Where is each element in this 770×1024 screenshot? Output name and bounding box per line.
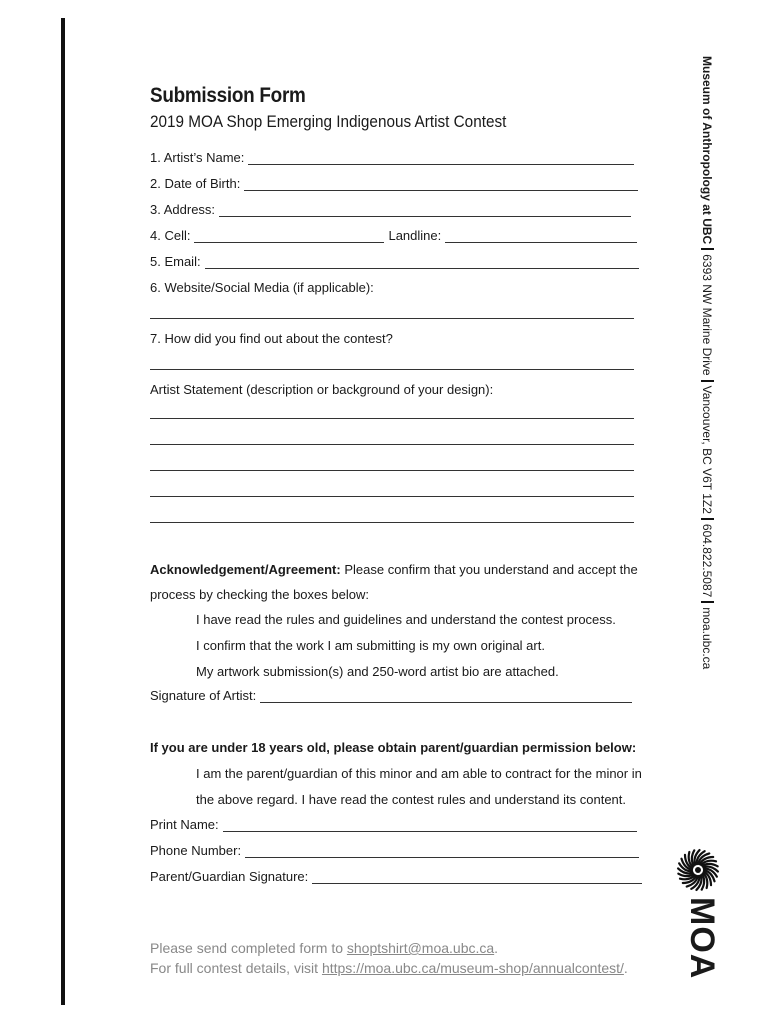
cell-field[interactable]: 4. Cell: Landline:	[150, 228, 637, 243]
agreement-text-2: process by checking the boxes below:	[150, 587, 369, 602]
find-contest-input-line[interactable]	[150, 369, 634, 370]
artist-name-field[interactable]: 1. Artist’s Name:	[150, 150, 634, 165]
date-of-birth-field[interactable]: 2. Date of Birth:	[150, 176, 638, 191]
website-input-line[interactable]	[150, 318, 634, 319]
statement-line[interactable]	[150, 496, 634, 497]
landline-label: Landline:	[388, 228, 442, 243]
print-name-field[interactable]: Print Name:	[150, 817, 637, 832]
find-contest-label: 7. How did you find out about the contest?	[150, 331, 393, 346]
footer-line-1: Please send completed form to shoptshirt@moa.ubc.ca.	[150, 940, 499, 956]
moa-logo-text: MOA	[683, 897, 721, 980]
minor-text: I am the parent/guardian of this minor and am able to contract for the minor in	[196, 766, 642, 781]
statement-line[interactable]	[150, 418, 634, 419]
guardian-signature-field[interactable]: Parent/Guardian Signature:	[150, 869, 642, 884]
sidebar-contact	[697, 56, 717, 670]
agreement-item[interactable]: I confirm that the work I am submitting is my own original art.	[196, 638, 545, 653]
email-field[interactable]: 5. Email:	[150, 254, 639, 269]
form-title: Submission Form	[150, 84, 306, 107]
form-subtitle: 2019 MOA Shop Emerging Indigenous Artist Contest	[150, 112, 507, 131]
website-label: 6. Website/Social Media (if applicable):	[150, 280, 374, 295]
website: moa.ubc.ca	[700, 607, 714, 670]
artist-statement-label: Artist Statement (description or background of your design):	[150, 382, 494, 397]
phone-number-field[interactable]: Phone Number:	[150, 843, 639, 858]
contest-details-link[interactable]: https://moa.ubc.ca/museum-shop/annualcontest/	[321, 960, 624, 976]
org-name: Museum of Anthropology at UBC	[700, 56, 714, 245]
left-margin-bar	[61, 18, 65, 1005]
agreement-text: Please confirm that you understand and accept the	[344, 562, 638, 577]
minor-text-2: the above regard. I have read the contest rules and understand its content.	[196, 792, 627, 807]
statement-line[interactable]	[150, 522, 634, 523]
agreement-item[interactable]: My artwork submission(s) and 250-word artist bio are attached.	[196, 664, 559, 679]
landline-field[interactable]	[445, 231, 637, 243]
address-field[interactable]: 3. Address:	[150, 202, 631, 217]
minor-heading: If you are under 18 years old, please obtain parent/guardian permission below:	[150, 740, 637, 755]
contact-email-link[interactable]: shoptshirt@moa.ubc.ca	[346, 940, 495, 956]
phone-number: 604.822.5087	[700, 523, 714, 598]
city-postal: Vancouver, BC V6T 1Z2	[700, 385, 714, 514]
statement-line[interactable]	[150, 470, 634, 471]
street-address: 6393 NW Marine Drive	[700, 254, 714, 376]
agreement-item[interactable]: I have read the rules and guidelines and understand the contest process.	[196, 612, 616, 627]
statement-line[interactable]	[150, 444, 634, 445]
agreement-paragraph	[150, 562, 638, 577]
moa-logo-icon	[676, 848, 720, 892]
footer-line-2: For full contest details, visit https://moa.ubc.ca/museum-shop/annualcontest/.	[150, 960, 628, 976]
agreement-heading: Acknowledgement/Agreement:	[150, 562, 341, 577]
artist-signature-field[interactable]: Signature of Artist:	[150, 688, 632, 703]
